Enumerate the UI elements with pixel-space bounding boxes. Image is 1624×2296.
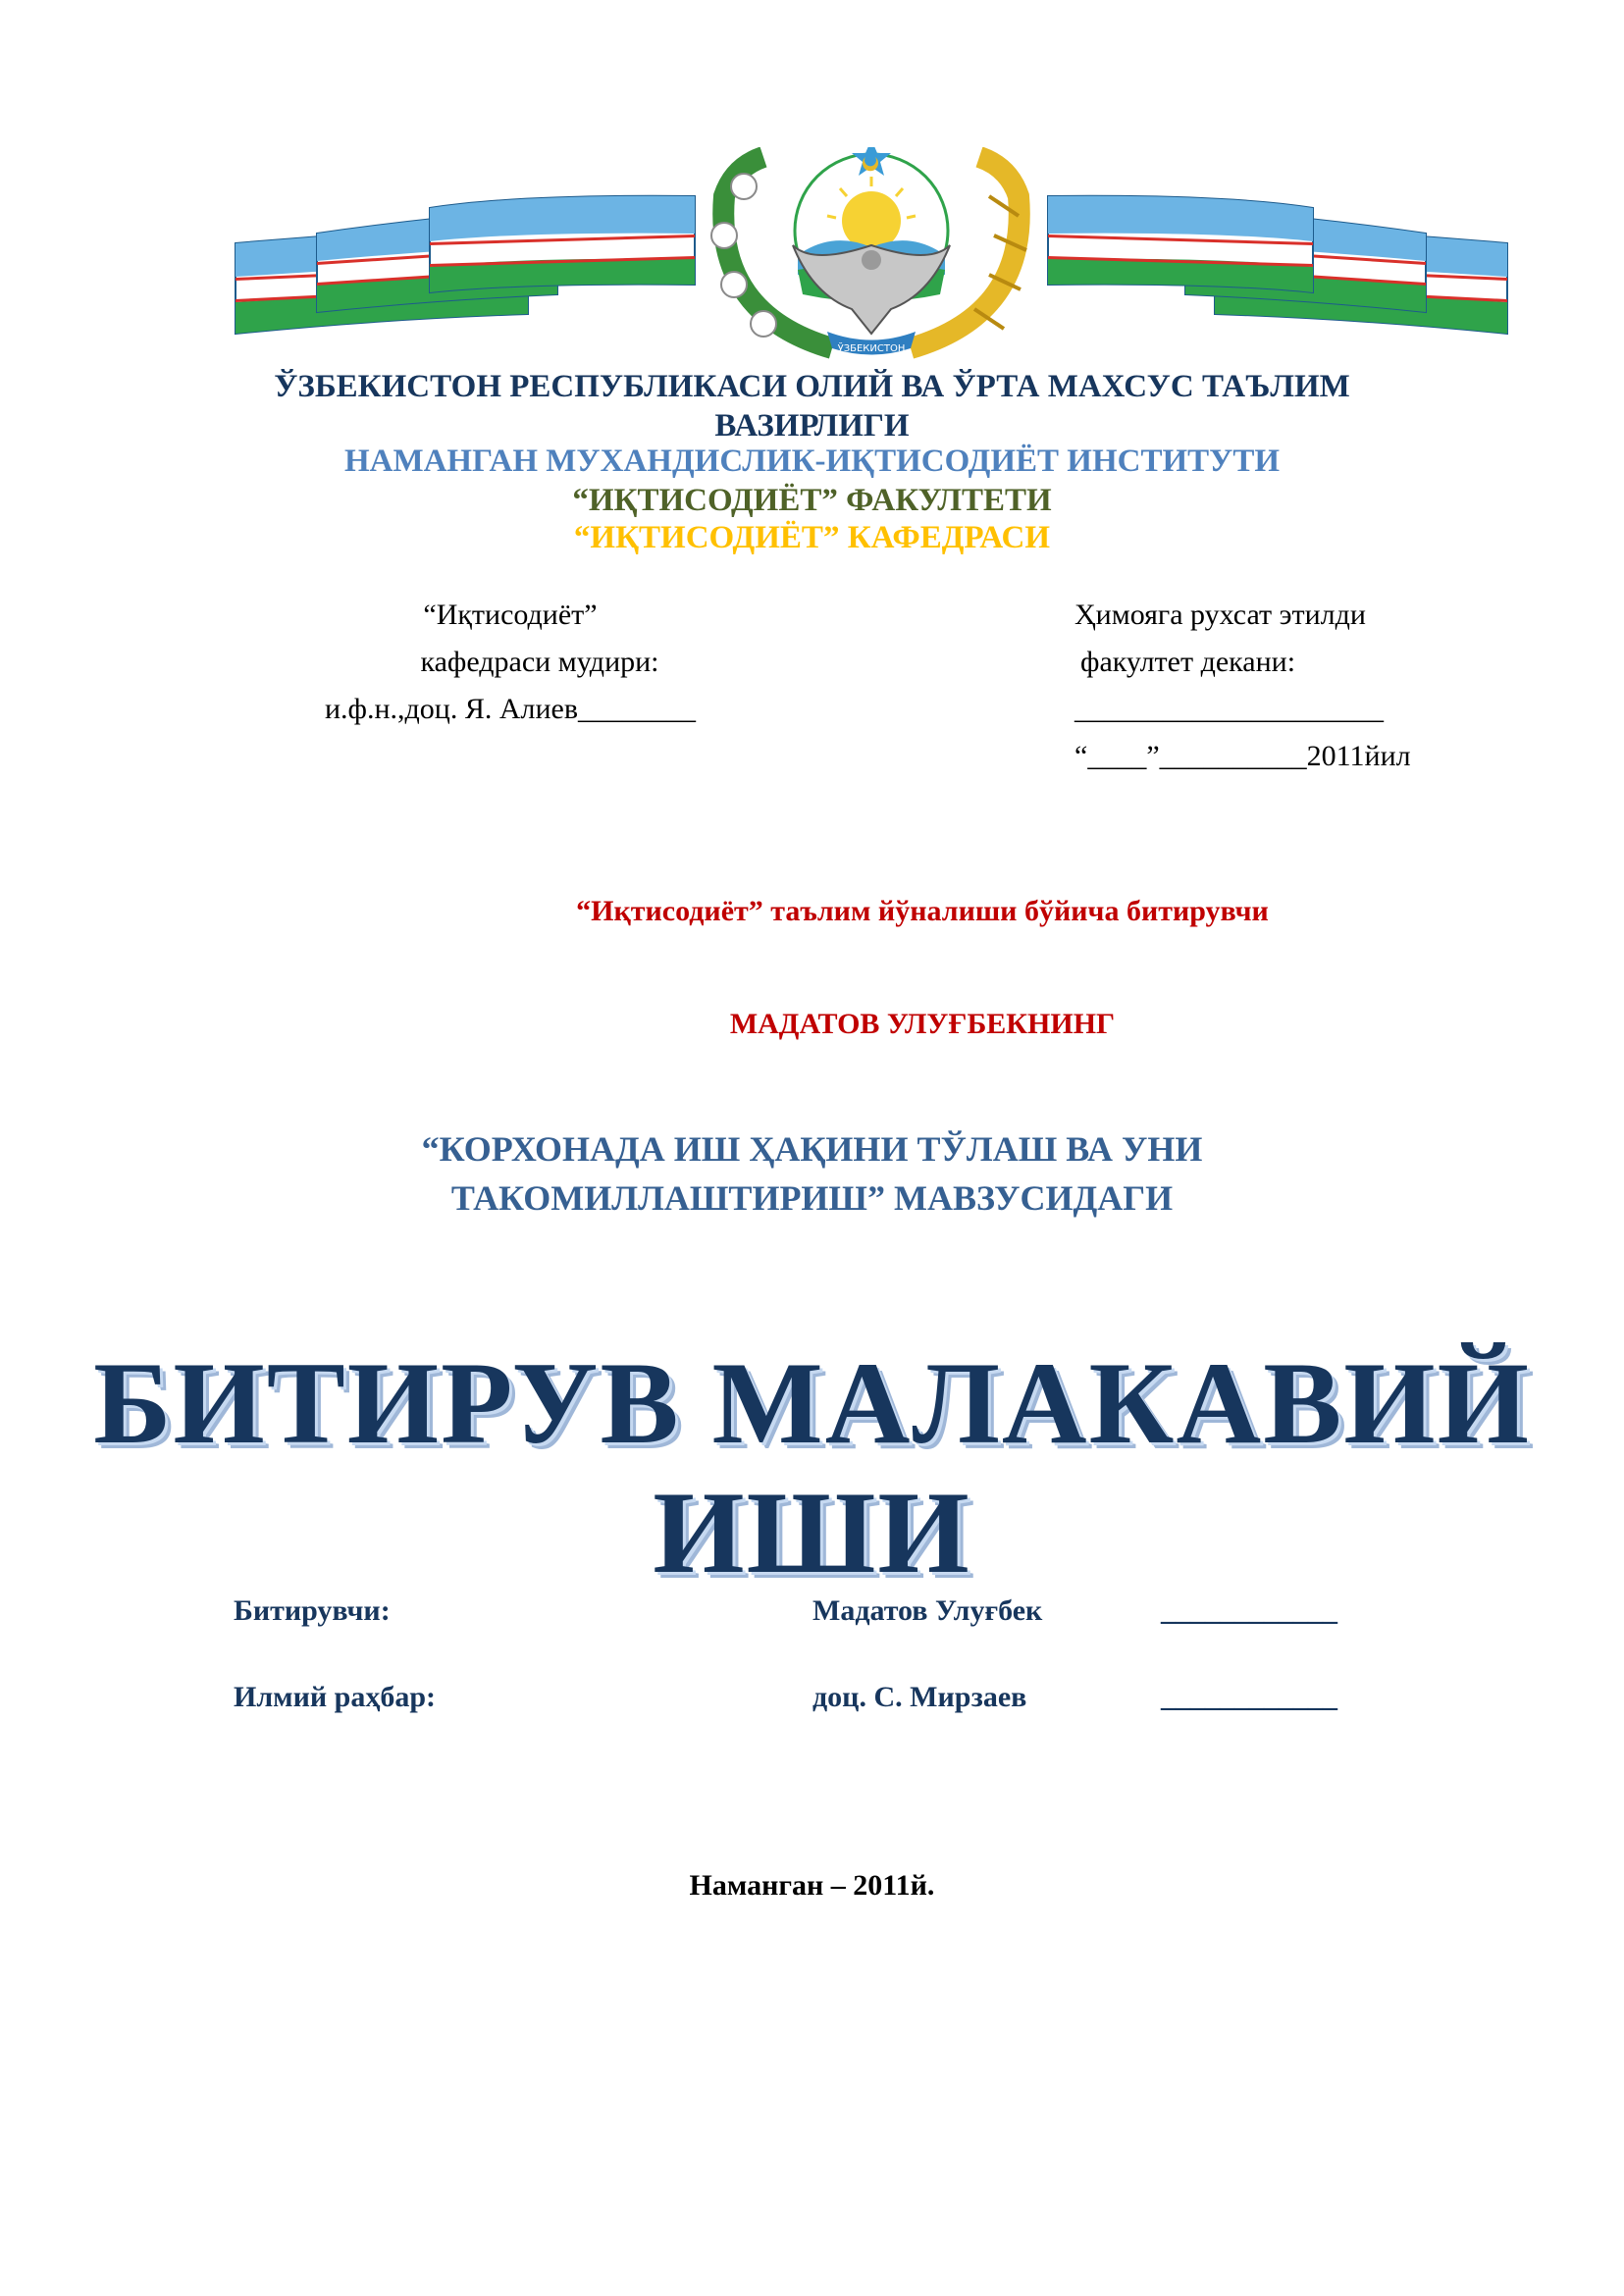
thesis-topic: [0, 1124, 1624, 1223]
place-and-year: Наманган – 2011й.: [689, 1869, 935, 1902]
faculty-name: “ИҚТИСОДИЁТ” ФАКУЛТЕТИ: [572, 483, 1052, 518]
emblem-ribbon-text: ЎЗБЕКИСТОН: [837, 343, 906, 354]
approval-left-line-1: “Иқтисодиёт”: [423, 599, 598, 631]
approval-left-line-3: и.ф.н.,доц. Я. Алиев________: [324, 693, 697, 725]
student-name-line: МАДАТОВ УЛУҒБЕКНИНГ: [729, 1008, 1116, 1040]
ministry-name: [0, 367, 1624, 445]
right-flag-ribbon: [1048, 196, 1507, 334]
signature-role: Илмий раҳбар:: [234, 1681, 437, 1713]
approval-left: [294, 592, 785, 733]
approval-right-line-4: “____”__________2011йил: [1074, 740, 1411, 772]
topic-line-2: ТАКОМИЛЛАШТИРИШ” МАВЗУСИДАГИ: [450, 1178, 1174, 1218]
signature-line: ____________: [1161, 1594, 1337, 1627]
approval-left-line-2: кафедраси мудири:: [420, 646, 659, 678]
ministry-line-1: ЎЗБЕКИСТОН РЕСПУБЛИКАСИ ОЛИЙ ВА ЎРТА МАХСУС ТАЪЛИМ: [274, 369, 1350, 404]
topic-line-1: “КОРХОНАДА ИШ ҲАҚИНИ ТЎЛАШ ВА УНИ: [421, 1129, 1203, 1169]
signature-line: ____________: [1161, 1681, 1337, 1713]
approval-right-line-1: Ҳимояга рухсат этилди: [1074, 599, 1366, 631]
signature-role: Битирувчи:: [234, 1594, 391, 1627]
signature-name: Мадатов Улуғбек: [812, 1594, 1043, 1627]
ministry-line-2: ВАЗИРЛИГИ: [714, 408, 910, 444]
work-title-line-1: БИТИРУВ МАЛАКАВИЙ: [93, 1337, 1531, 1468]
signature-row: [234, 1681, 1411, 1720]
coat-of-arms-icon: [705, 147, 1038, 358]
department-name: “ИҚТИСОДИЁТ” КАФЕДРАСИ: [573, 520, 1051, 555]
work-title: [0, 1338, 1624, 1597]
signature-name: доц. С. Мирзаев: [812, 1681, 1027, 1713]
signature-row: [234, 1594, 1411, 1634]
approval-right-line-2: факултет декани:: [1080, 646, 1296, 678]
institute-name: НАМАНГАН МУХАНДИСЛИК-ИҚТИСОДИЁТ ИНСТИТУТИ: [343, 444, 1281, 479]
approval-right: [1074, 592, 1506, 780]
direction-line: “Иқтисодиёт” таълим йўналиши бўйича битирувчи: [576, 895, 1269, 927]
work-title-line-2: ИШИ: [653, 1467, 971, 1597]
emblem-banner: [224, 147, 1519, 373]
approval-right-line-3: _____________________: [1074, 693, 1384, 725]
left-flag-ribbon: [236, 196, 695, 334]
